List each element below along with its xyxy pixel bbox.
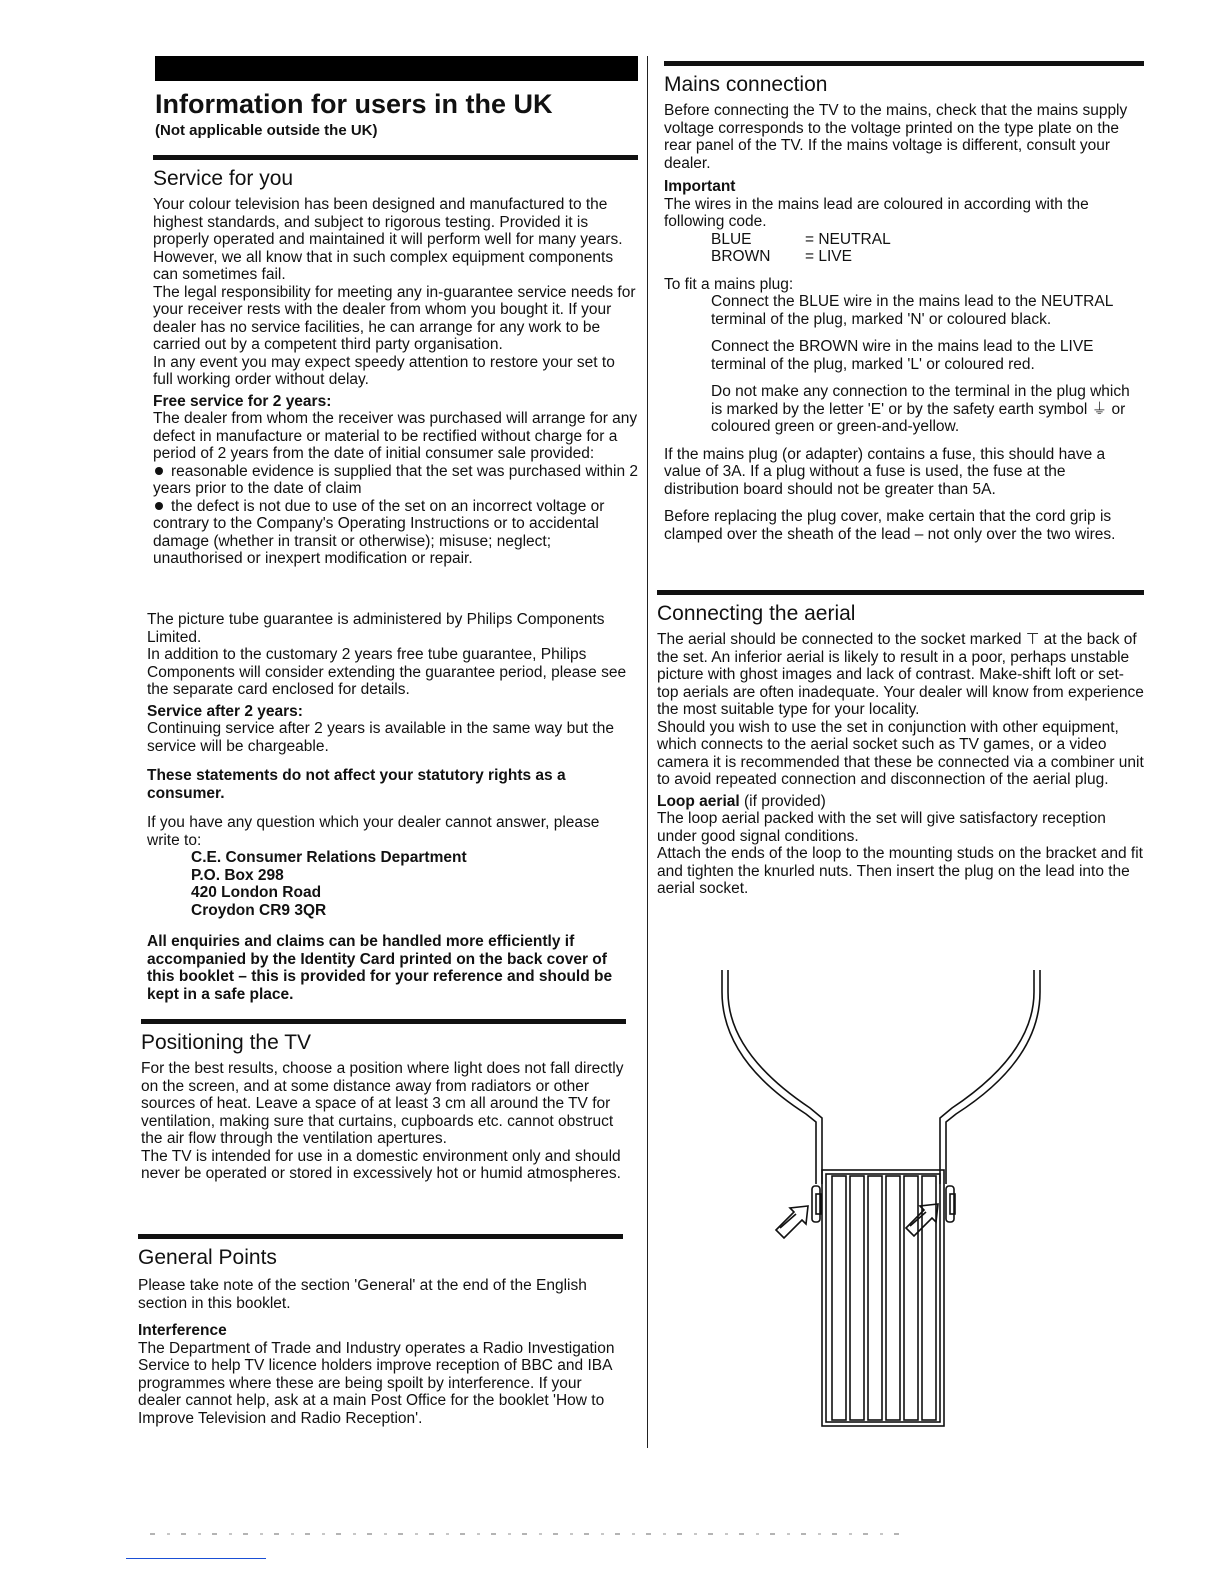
important-text: The wires in the mains lead are coloured in according with the following code. (664, 195, 1089, 230)
wire-code (664, 231, 1144, 266)
positioning-heading: Positioning the TV (141, 1031, 312, 1054)
statutory-note: These statements do not affect your statutory rights as a consumer. (147, 767, 566, 802)
fuse-text: If the mains plug (or adapter) contains a fuse, this should have a value of 3A. If a plug without a fuse is used, the fuse at the distribution board should not be greater than 5A. (664, 445, 1106, 498)
aerial-section (657, 590, 1144, 898)
section-rule (141, 1019, 626, 1024)
after-service-text: Continuing service after 2 years is available in the same way but the service will be chargeable. (147, 720, 614, 755)
section-rule (138, 1234, 623, 1239)
section-rule (657, 590, 1144, 595)
address-block (147, 849, 632, 919)
service-heading: Service for you (153, 167, 294, 190)
positioning-text-1: For the best results, choose a position where light does not fall directly on the screen, and at some distance away from radiators or other sources of heat. Leave a space of at least 3 cm all around the TV for ventilation, making sure that curtains, cupboards etc. cannot obstruct the air flow through the ventilation apertures. (141, 1060, 624, 1147)
positioning-section (141, 1019, 626, 1183)
aerial-text-1 (657, 631, 1144, 719)
wire-colour: BROWN (711, 248, 771, 265)
attach-text: Attach the ends of the loop to the mounting studs on the bracket and fit and tighten the knurled nuts. Then insert the plug on the lead into the aerial socket. (657, 845, 1143, 897)
enquiries-note: All enquiries and claims can be handled more efficiently if accompanied by the Identity Card printed on the back cover of this booklet – this is provided for your reference and should be kept in a safe place. (147, 933, 613, 1003)
wire-meaning: = NEUTRAL (805, 230, 891, 248)
address-line: P.O. Box 298 (191, 866, 284, 884)
aerial-heading: Connecting the aerial (657, 602, 856, 625)
aerial-text-2: Should you wish to use the set in conjunction with other equipment, which connects to the aerial socket such as TV games, or a video camera it is recommended that these be connected via a combiner unit to avoid repeated connection and disconnection of the aerial plug. (657, 718, 1144, 788)
tube-text-1: The picture tube guarantee is administered by Philips Components Limited. (147, 611, 605, 646)
service-intro: Your colour television has been designed and manufactured to the highest standards, and subject to rigorous testing. Provided it is properly operated and maintained it will perform well for many years. However, we all know that in such complex equipment components can sometimes fail. (153, 196, 623, 283)
aerial-socket-icon: ⊤ (1025, 631, 1040, 648)
wire-meaning: = LIVE (805, 248, 852, 265)
earth-symbol-icon: ⏚ (1091, 400, 1108, 418)
mains-intro: Before connecting the TV to the mains, check that the mains supply voltage corresponds to the voltage printed on the type plate on the rear panel of the TV. If the mains voltage is different, consult your dealer. (664, 102, 1128, 172)
column-divider (647, 56, 648, 1448)
aerial-text-1-start: The aerial should be connected to the socket marked (657, 631, 1022, 648)
service-speedy: In any event you may expect speedy attention to restore your set to full working order without delay. (153, 353, 615, 388)
general-section (138, 1234, 623, 1427)
section-rule (153, 155, 638, 160)
free-service-text: The dealer from whom the receiver was purchased will arrange for any defect in manufacture or material to be rectified without charge for a period of 2 years from the date of initial consumer sale provided: (153, 410, 638, 462)
general-text: Please take note of the section 'General' at the end of the English section in this booklet. (138, 1277, 587, 1312)
scan-noise (150, 1533, 910, 1535)
tube-text-2: In addition to the customary 2 years free tube guarantee, Philips Components will consider extending the guarantee period, please see the separate card enclosed for details. (147, 646, 627, 698)
fit-step-1: Connect the BLUE wire in the mains lead to the NEUTRAL terminal of the plug, marked 'N' or coloured black. (711, 293, 1113, 328)
bullet-item (153, 498, 638, 568)
bullet-icon (155, 502, 163, 510)
address-line: C.E. Consumer Relations Department (191, 849, 467, 866)
bullet-text: reasonable evidence is supplied that the set was purchased within 2 years prior to the date of claim (153, 462, 639, 497)
section-rule (664, 61, 1144, 66)
page-title: Information for users in the UK (155, 89, 553, 119)
service-section (153, 155, 638, 568)
loop-aerial-text: The loop aerial packed with the set will give satisfactory reception under good signal conditions. (657, 810, 1106, 845)
interference-label: Interference (138, 1322, 227, 1339)
loop-aerial-label: Loop aerial (657, 792, 740, 810)
bullet-text: the defect is not due to use of the set on an incorrect voltage or contrary to the Company's Operating Instructions or to accidental damage (whether in transit or otherwise); misuse; neglect; unauthorised or inexpert modification or repair. (153, 497, 605, 567)
page-subtitle: (Not applicable outside the UK) (155, 122, 378, 139)
service-legal: The legal responsibility for meeting any in-guarantee service needs for your receiver rests with the dealer from whom you bought it. If your dealer has no service facilities, he can arrange for any work to be carried out by a competent third party organisation. (153, 283, 636, 353)
loop-aerial-line (657, 793, 1144, 811)
important-label: Important (664, 178, 736, 195)
loop-aerial-diagram-icon (710, 964, 1050, 1444)
bullet-icon (155, 467, 163, 475)
title-bar (155, 56, 638, 81)
mains-heading: Mains connection (664, 73, 828, 96)
fit-step-3-text-end: or coloured green or green-and-yellow. (711, 400, 1126, 435)
mains-section (664, 61, 1144, 543)
address-line: Croydon CR9 3QR (191, 901, 327, 919)
bullet-item (153, 463, 638, 498)
tube-section (147, 611, 632, 1003)
aerial-text-1-end: at the back of the set. An inferior aerial is likely to result in a poor, perhaps unstable picture with ghost images and lack of contrast. Make-shift loft or set-top aerials are often inadequate. Your dealer will know from experience the most suitable type for your locality. (657, 631, 1144, 718)
footer-line (126, 1558, 266, 1559)
question-text: If you have any question which your dealer cannot answer, please write to: (147, 814, 600, 849)
fit-step-2: Connect the BROWN wire in the mains lead to the LIVE terminal of the plug, marked 'L' or coloured red. (711, 338, 1094, 373)
fit-step-3-text: Do not make any connection to the terminal in the plug which is marked by the letter 'E' or by the safety earth symbol (711, 383, 1130, 418)
general-heading: General Points (138, 1246, 277, 1269)
wire-colour: BLUE (711, 230, 752, 248)
interference-text: The Department of Trade and Industry operates a Radio Investigation Service to help TV licence holders improve reception of BBC and IBA programmes where these are being spoilt by interference. If your dealer cannot help, ask at a main Post Office for the booklet 'How to Improve Television and Radio Reception'. (138, 1339, 615, 1427)
positioning-text-2: The TV is intended for use in a domestic environment only and should never be operated or stored in excessively hot or humid atmospheres. (141, 1147, 621, 1182)
loop-aerial-note: (if provided) (744, 792, 826, 810)
after-service-label: Service after 2 years: (147, 702, 303, 720)
free-service-label: Free service for 2 years: (153, 392, 332, 410)
cover-text: Before replacing the plug cover, make certain that the cord grip is clamped over the sheath of the lead – not only over the two wires. (664, 508, 1116, 543)
fit-plug-label: To fit a mains plug: (664, 275, 794, 293)
fit-step-3 (664, 383, 1144, 436)
address-line: 420 London Road (191, 884, 322, 901)
